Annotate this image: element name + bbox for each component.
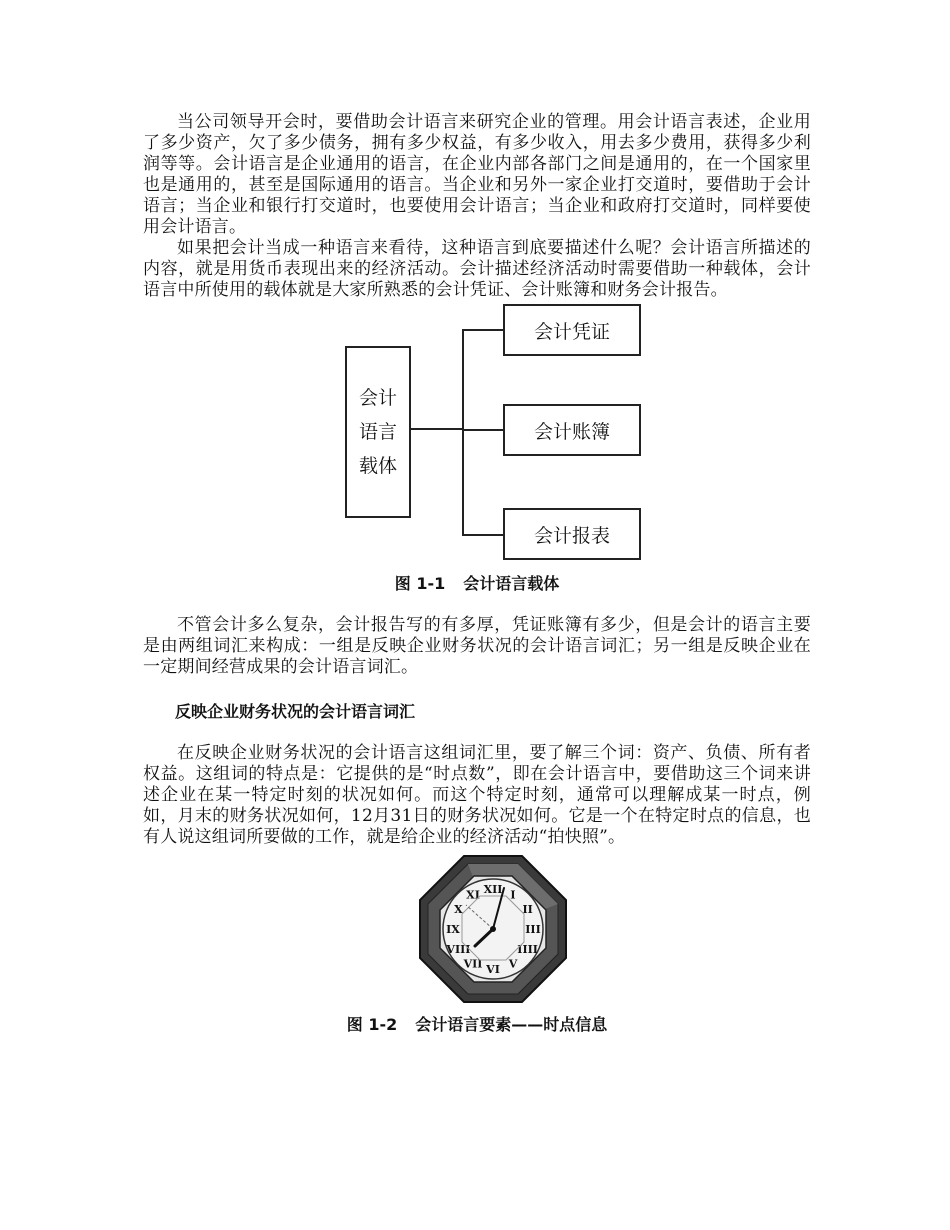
paragraph-point-in-time: 在反映企业财务状况的会计语言这组词汇里，要了解三个词：资产、负债、所有者权益。这组词的特点是：它提供的是“时点数”，即在会计语言中，要借助这三个词来讲述企业在某一特定时刻的状况如何。而这个特定时刻，通常可以理解成某一时点，例如，月末的财务状况如何，12月31日的财务状况如何。它是一个在特定时点的信息，也有人说这组词所要做的工作，就是给企业的经济活动“拍快照”。	[143, 743, 811, 847]
clock-center-pin	[490, 926, 496, 932]
clock-numeral: X	[454, 903, 463, 916]
diagram-root-box	[345, 346, 411, 518]
diagram-branch-ledger: 会计账簿	[503, 404, 641, 456]
clock-figure	[143, 854, 811, 1004]
figure2-caption	[143, 1012, 811, 1035]
connector-branch3	[462, 534, 504, 536]
clock-numeral: II	[522, 903, 533, 916]
clock-numeral: III	[525, 923, 541, 936]
clock-numeral: IIII	[517, 943, 538, 956]
clock-numeral: IX	[446, 923, 460, 936]
figure2-title: 会计语言要素——时点信息	[415, 1015, 608, 1034]
paragraph-intro: 当公司领导开会时，要借助会计语言来研究企业的管理。用会计语言表述，企业用了多少资产，欠了多少债务，拥有多少权益，有多少收入，用去多少费用，获得多少利润等等。会计语言是企业通用的语言，在企业内部各部门之间是通用的，在一个国家里也是通用的，甚至是国际通用的语言。当企业和另外一家企业打交道时，要借助于会计语言；当企业和银行打交道时，也要使用会计语言；当企业和政府打交道时，同样要使用会计语言。	[143, 112, 811, 237]
figure2-number: 图 1-2	[346, 1015, 398, 1034]
paragraph-two-groups: 不管会计多么复杂，会计报告写的有多厚，凭证账簿有多少，但是会计的语言主要是由两组词汇来构成：一组是反映企业财务状况的会计语言词汇；另一组是反映企业在一定期间经营成果的会计语言词汇。	[143, 615, 811, 677]
document-page	[143, 112, 811, 1035]
connector-trunk	[462, 329, 464, 535]
carrier-diagram	[143, 301, 811, 559]
clock-numeral: VI	[486, 963, 500, 976]
connector-branch1	[462, 329, 504, 331]
figure1-title: 会计语言载体	[463, 574, 560, 593]
clock-numeral: XI	[466, 888, 480, 902]
clock-illustration	[418, 854, 568, 1004]
figure1-caption	[143, 571, 811, 594]
diagram-root-line2: 语言	[358, 421, 397, 443]
clock-numeral: I	[510, 888, 516, 902]
diagram-branch-voucher: 会计凭证	[503, 304, 641, 356]
clock-numeral: XII	[483, 883, 503, 896]
figure1-number: 图 1-1	[394, 574, 446, 593]
paragraph-carrier: 如果把会计当成一种语言来看待，这种语言到底要描述什么呢？会计语言所描述的内容，就是用货币表现出来的经济活动。会计描述经济活动时需要借助一种载体，会计语言中所使用的载体就是大家所熟悉的会计凭证、会计账簿和财务会计报告。	[143, 238, 811, 300]
diagram-root-line3: 载体	[358, 455, 397, 477]
section-heading: 反映企业财务状况的会计语言词汇	[175, 702, 416, 721]
clock-numeral: V	[508, 957, 518, 971]
connector-branch2	[462, 429, 504, 431]
diagram-branch-report: 会计报表	[503, 508, 641, 560]
clock-numeral: VIII	[446, 943, 471, 956]
clock-numeral: VII	[463, 957, 483, 971]
connector-root	[411, 428, 463, 430]
diagram-root-line1: 会计	[358, 387, 397, 409]
